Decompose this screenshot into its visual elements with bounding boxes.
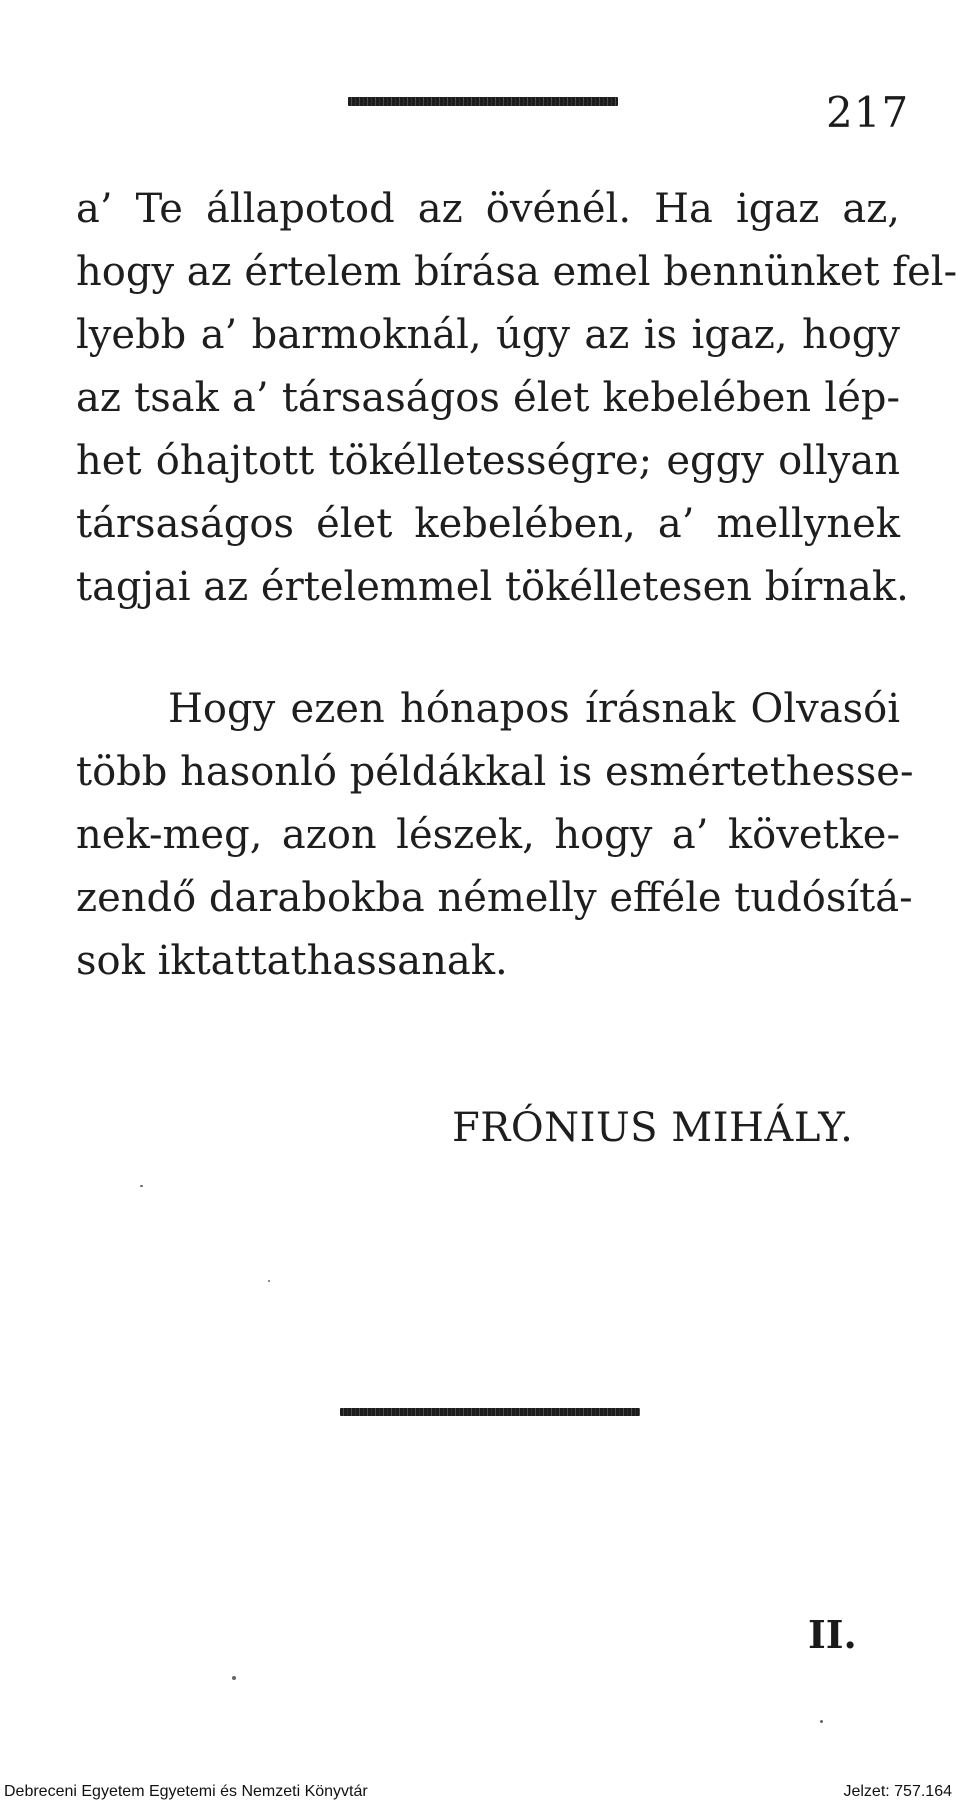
text-line: sok iktattathassanak. (76, 938, 508, 984)
paper-speck (820, 1720, 823, 1723)
author-signature: FRÓNIUS MIHÁLY. (452, 1105, 854, 1151)
text-line: zendő darabokba némelly efféle tudósítá- (76, 875, 913, 921)
text-line: hogy az értelem bírása emel bennünket fel- (76, 249, 958, 295)
paragraph-1 (76, 178, 958, 619)
text-line: Hogy ezen hónapos írásnak Olvasói (168, 686, 900, 732)
text-line: társaságos élet kebelében, a’ mellynek (76, 501, 900, 547)
text-line: több hasonló példákkal is esmértethesse- (76, 749, 914, 795)
paper-speck (268, 1280, 270, 1282)
paragraph-2 (76, 678, 914, 993)
paper-speck (232, 1676, 236, 1680)
page-number: 217 (826, 88, 910, 137)
text-line: az tsak a’ társaságos élet kebelében lép- (76, 375, 900, 421)
shelfmark: Jelzet: 757.164 (843, 1783, 952, 1800)
text-line: nek-meg, azon lészek, hogy a’ követke- (76, 812, 900, 858)
text-line: a’ Te állapotod az övénél. Ha igaz az, (76, 186, 900, 232)
footer-ornament-rule (340, 1408, 640, 1416)
catchword: II. (808, 1612, 857, 1657)
paper-speck (140, 1185, 143, 1187)
text-line: tagjai az értelemmel tökélletesen bírnak. (76, 564, 909, 610)
library-credit: Debreceni Egyetem Egyetemi és Nemzeti Könyvtár (4, 1783, 368, 1800)
text-line: lyebb a’ barmoknál, úgy az is igaz, hogy (76, 312, 900, 358)
header-ornament-rule (348, 97, 618, 106)
text-line: het óhajtott tökélletességre; eggy ollyan (76, 438, 900, 484)
